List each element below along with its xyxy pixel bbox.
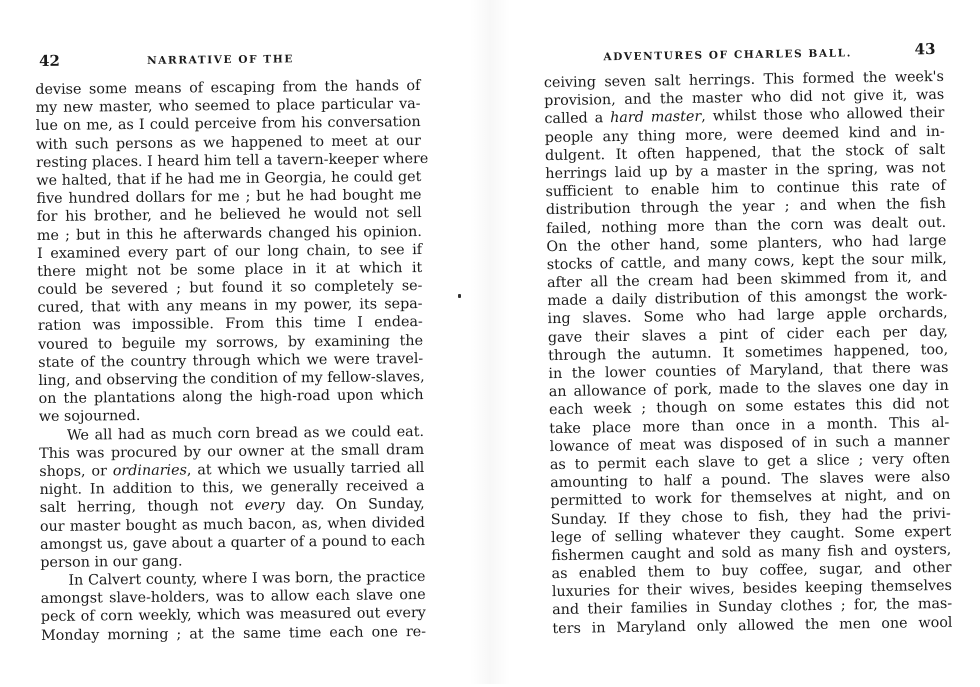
text-line: lowance of meat was disposed of in such a manner — [549, 432, 950, 455]
text-line: Sunday. If they chose to fish, they had the privi- — [550, 505, 951, 528]
text-line: failed, nothing more than the corn was dealt out. — [546, 214, 947, 237]
text-line: gave their slaves a pint of cider each per day, — [547, 323, 948, 346]
text-line: resting places. I heard him tell a tavern-keeper where — [36, 150, 429, 171]
text-line: On the other hand, some planters, who had large — [546, 232, 947, 255]
text-line: state of the country through which we were travel- — [38, 350, 424, 371]
left-page-text — [35, 77, 429, 645]
text-line: lue on me, as I could perceive from his conversation — [35, 114, 421, 135]
text-line: peck of corn weekly, which was measured out every — [40, 605, 426, 626]
text-line: Monday morning ; at the same time each one re- — [40, 623, 427, 644]
text-line: made a daily distribution of this amongst the work- — [547, 287, 948, 310]
text-line: our master bought as much bacon, as, when divided — [39, 514, 425, 535]
text-line: ing slaves. Some who had large apple orchards, — [547, 305, 948, 328]
text-line: we halted, that if he had me in Georgia, he could get — [36, 168, 422, 189]
text-line: provision, and the master who did not give it, was — [544, 87, 945, 110]
text-line: fishermen caught and sold as many fish and oysters, — [551, 541, 952, 564]
page-number: 43 — [914, 40, 936, 59]
text-line: with such persons as we happened to meet at our — [35, 132, 421, 153]
text-line: called a hard master, whilst those who allowed their — [544, 105, 945, 128]
text-line: on the plantations along the high-road upon which — [38, 387, 424, 408]
text-line: my new master, who seemed to place particular va- — [35, 96, 421, 117]
text-line: for his brother, and he believed he would not sell — [36, 205, 422, 226]
text-line: devise some means of escaping from the hands of — [35, 77, 421, 99]
text-line: shops, or ordinaries, at which we usually tarried all — [39, 459, 425, 480]
text-line: and their families in Sunday clothes ; for, the mas- — [552, 596, 953, 619]
text-line: five hundred dollars for me ; but he had bought me — [36, 187, 422, 208]
text-line: voured to beguile my sorrows, by examining the — [37, 332, 424, 353]
text-line: through the autumn. It sometimes happened, too, — [548, 341, 949, 364]
text-line: dulgent. It often happened, that the stock of salt — [544, 141, 946, 164]
text-line: sufficient to enable him to continue this rate of — [545, 178, 946, 201]
text-line: ceiving seven salt herrings. This formed the week's — [543, 68, 944, 92]
text-line: person in our gang. — [40, 553, 183, 571]
running-head: ADVENTURES OF CHARLES BALL. — [603, 47, 853, 64]
text-line: herrings laid up by a master in the spring, was not — [545, 159, 946, 183]
text-line: cured, that with any means in my power, its sepa- — [37, 296, 423, 317]
text-line: We all had as much corn bread as we could eat. — [66, 423, 425, 444]
text-line: This was procured by our owner at the small dram — [39, 441, 425, 462]
text-line: distribution through the year ; and when the fish — [545, 196, 946, 219]
running-head: NARRATIVE OF THE — [146, 53, 295, 67]
text-line: salt herring, though not every day. On Sunday, — [39, 496, 425, 517]
text-line: permitted to work for themselves at night, and on — [550, 487, 951, 510]
text-line: as enabled them to buy coffee, sugar, and other — [551, 559, 952, 583]
text-line: amounting to half a pound. The slaves were also — [550, 468, 951, 492]
page-number: 42 — [38, 51, 61, 70]
left-page — [34, 0, 429, 686]
text-line: there might not be some place in it at which it — [37, 259, 423, 280]
text-line: I examined every part of our long chain, to see if — [36, 241, 423, 262]
text-line: ters in Maryland only allowed the men one wool — [552, 614, 953, 637]
left-page-header — [35, 48, 420, 72]
text-line: ration was impossible. From this time I endea- — [37, 314, 423, 335]
text-line: an allowance of pork, made to the slaves one day in — [548, 378, 949, 401]
text-line: ling, and observing the condition of my fellow-slaves, — [38, 368, 425, 390]
text-line: take place more than once in a month. This al- — [549, 414, 950, 437]
text-line: we sojourned. — [38, 408, 141, 426]
text-line: night. In addition to this, we generally received a — [39, 478, 425, 499]
print-speck — [458, 294, 461, 298]
text-line: could be severed ; but found it so completely se- — [37, 278, 423, 299]
text-line: each week ; though on some estates this did not — [548, 396, 950, 419]
text-line: people any thing more, were deemed kind and in- — [544, 123, 945, 146]
text-line: after all the cream had been skimmed from it, and — [546, 268, 948, 292]
text-line: lege of selling whatever they caught. Some expert — [550, 523, 952, 546]
text-line: amongst slave-holders, was to allow each slave one — [40, 587, 426, 608]
gutter-shadow — [470, 0, 510, 684]
text-line: In Calvert county, where I was born, the practice — [68, 569, 426, 589]
right-page — [543, 0, 954, 687]
text-line: as to permit each slave to get a slice ; very often — [549, 450, 950, 474]
right-page-text — [544, 68, 953, 638]
text-line: luxuries for their wives, besides keeping themselves — [551, 578, 952, 601]
text-line: amongst us, gave about a quarter of a pound to each — [40, 532, 426, 553]
text-line: in the lower counties of Maryland, that there was — [548, 359, 949, 383]
text-line: me ; but in this he afterwards changed his opinion. — [36, 223, 422, 244]
text-line: stocks of cattle, and many cows, kept the sour milk, — [546, 250, 947, 274]
